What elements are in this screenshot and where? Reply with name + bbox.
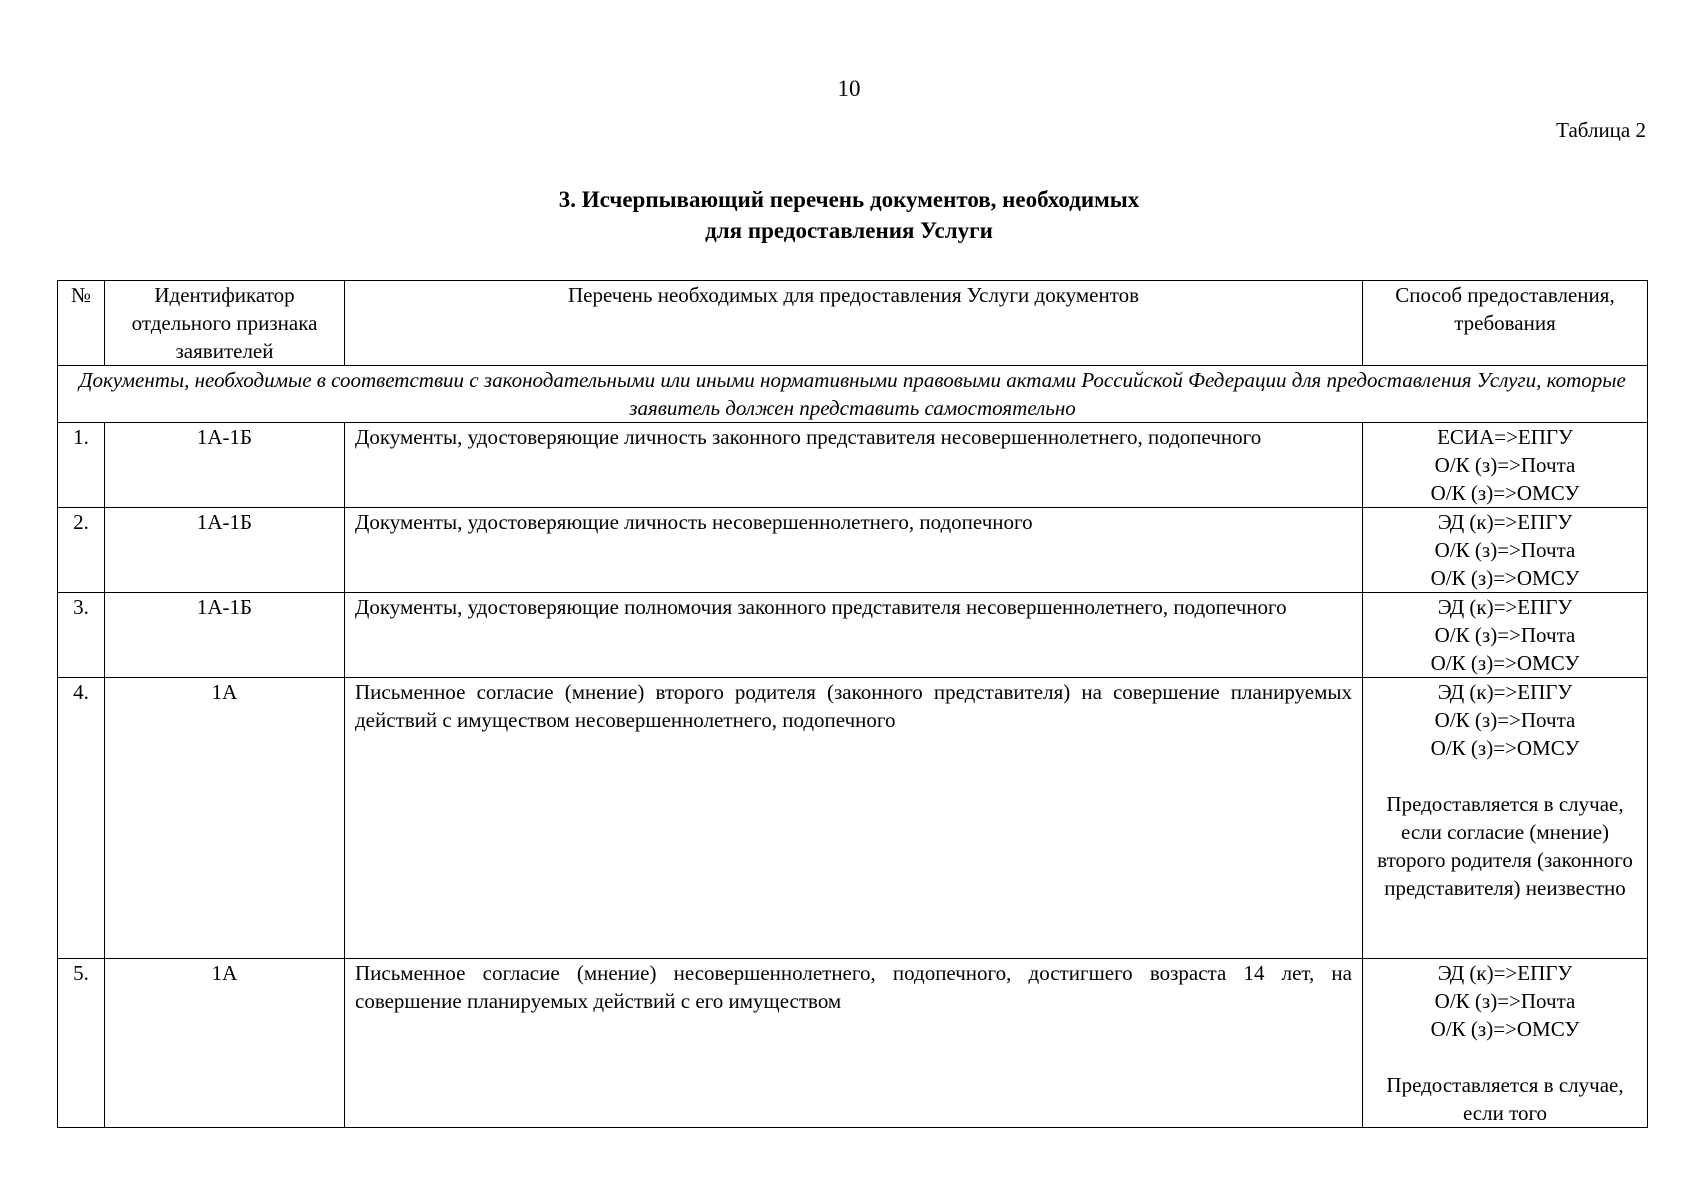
method-line: О/К (з)=>ОМСУ	[1430, 566, 1580, 590]
row-method	[1363, 508, 1648, 593]
row-document: Документы, удостоверяющие личность несовершеннолетнего, подопечного	[345, 508, 1363, 593]
section-title-line-2: для предоставления Услуги	[705, 218, 993, 243]
section-row	[58, 366, 1648, 423]
row-identifier: 1А	[105, 959, 345, 1128]
table-header-row	[58, 281, 1648, 366]
row-identifier: 1А	[105, 678, 345, 959]
header-documents: Перечень необходимых для предоставления Услуги документов	[345, 281, 1363, 366]
method-line: О/К (з)=>ОМСУ	[1430, 736, 1580, 760]
method-line: О/К (з)=>Почта	[1434, 708, 1576, 732]
method-note: Предоставляется в случае, если того	[1386, 1073, 1624, 1125]
row-identifier: 1А-1Б	[105, 593, 345, 678]
section-title	[0, 184, 1698, 246]
method-line: О/К (з)=>ОМСУ	[1430, 651, 1580, 675]
row-document: Документы, удостоверяющие личность законного представителя несовершеннолетнего, подопечного	[345, 423, 1363, 508]
row-document: Письменное согласие (мнение) несовершеннолетнего, подопечного, достигшего возраста 14 лет, на совершение планируемых действий с его имуществом	[345, 959, 1363, 1128]
method-line: О/К (з)=>Почта	[1434, 623, 1576, 647]
table-label: Таблица 2	[1556, 118, 1646, 142]
row-document: Документы, удостоверяющие полномочия законного представителя несовершеннолетнего, подопечного	[345, 593, 1363, 678]
header-identifier: Идентификатор отдельного признака заявителей	[105, 281, 345, 366]
row-method	[1363, 593, 1648, 678]
method-line: О/К (з)=>ОМСУ	[1430, 481, 1580, 505]
method-line: О/К (з)=>ОМСУ	[1430, 1017, 1580, 1041]
row-num: 5.	[58, 959, 105, 1128]
table-row	[58, 959, 1648, 1128]
row-method	[1363, 959, 1648, 1128]
row-num: 4.	[58, 678, 105, 959]
method-line: ЕСИА=>ЕПГУ	[1437, 425, 1573, 449]
row-document: Письменное согласие (мнение) второго родителя (законного представителя) на совершение планируемых действий с имуществом несовершеннолетнего, подопечного	[345, 678, 1363, 959]
method-line: ЭД (к)=>ЕПГУ	[1437, 510, 1573, 534]
section-title-line-1: 3. Исчерпывающий перечень документов, необходимых	[558, 187, 1140, 212]
documents-table	[57, 280, 1648, 1128]
row-method	[1363, 678, 1648, 959]
page-number: 10	[837, 76, 861, 101]
method-line: ЭД (к)=>ЕПГУ	[1437, 680, 1573, 704]
row-num: 2.	[58, 508, 105, 593]
row-num: 3.	[58, 593, 105, 678]
table-row	[58, 678, 1648, 959]
method-note: Предоставляется в случае, если согласие (мнение) второго родителя (законного представителя) неизвестно	[1377, 792, 1633, 900]
section-row-text: Документы, необходимые в соответствии с законодательными или иными нормативными правовыми актами Российской Федерации для предоставления Услуги, которые заявитель должен представить самостоятельно	[58, 366, 1648, 423]
table-row	[58, 508, 1648, 593]
table-row	[58, 423, 1648, 508]
row-method	[1363, 423, 1648, 508]
method-line: О/К (з)=>Почта	[1434, 989, 1576, 1013]
method-line: ЭД (к)=>ЕПГУ	[1437, 595, 1573, 619]
method-line: О/К (з)=>Почта	[1434, 453, 1576, 477]
row-num: 1.	[58, 423, 105, 508]
header-num: №	[58, 281, 105, 366]
method-line: ЭД (к)=>ЕПГУ	[1437, 961, 1573, 985]
header-method: Способ предоставления, требования	[1363, 281, 1648, 366]
method-line: О/К (з)=>Почта	[1434, 538, 1576, 562]
table-row	[58, 593, 1648, 678]
row-identifier: 1А-1Б	[105, 508, 345, 593]
row-identifier: 1А-1Б	[105, 423, 345, 508]
